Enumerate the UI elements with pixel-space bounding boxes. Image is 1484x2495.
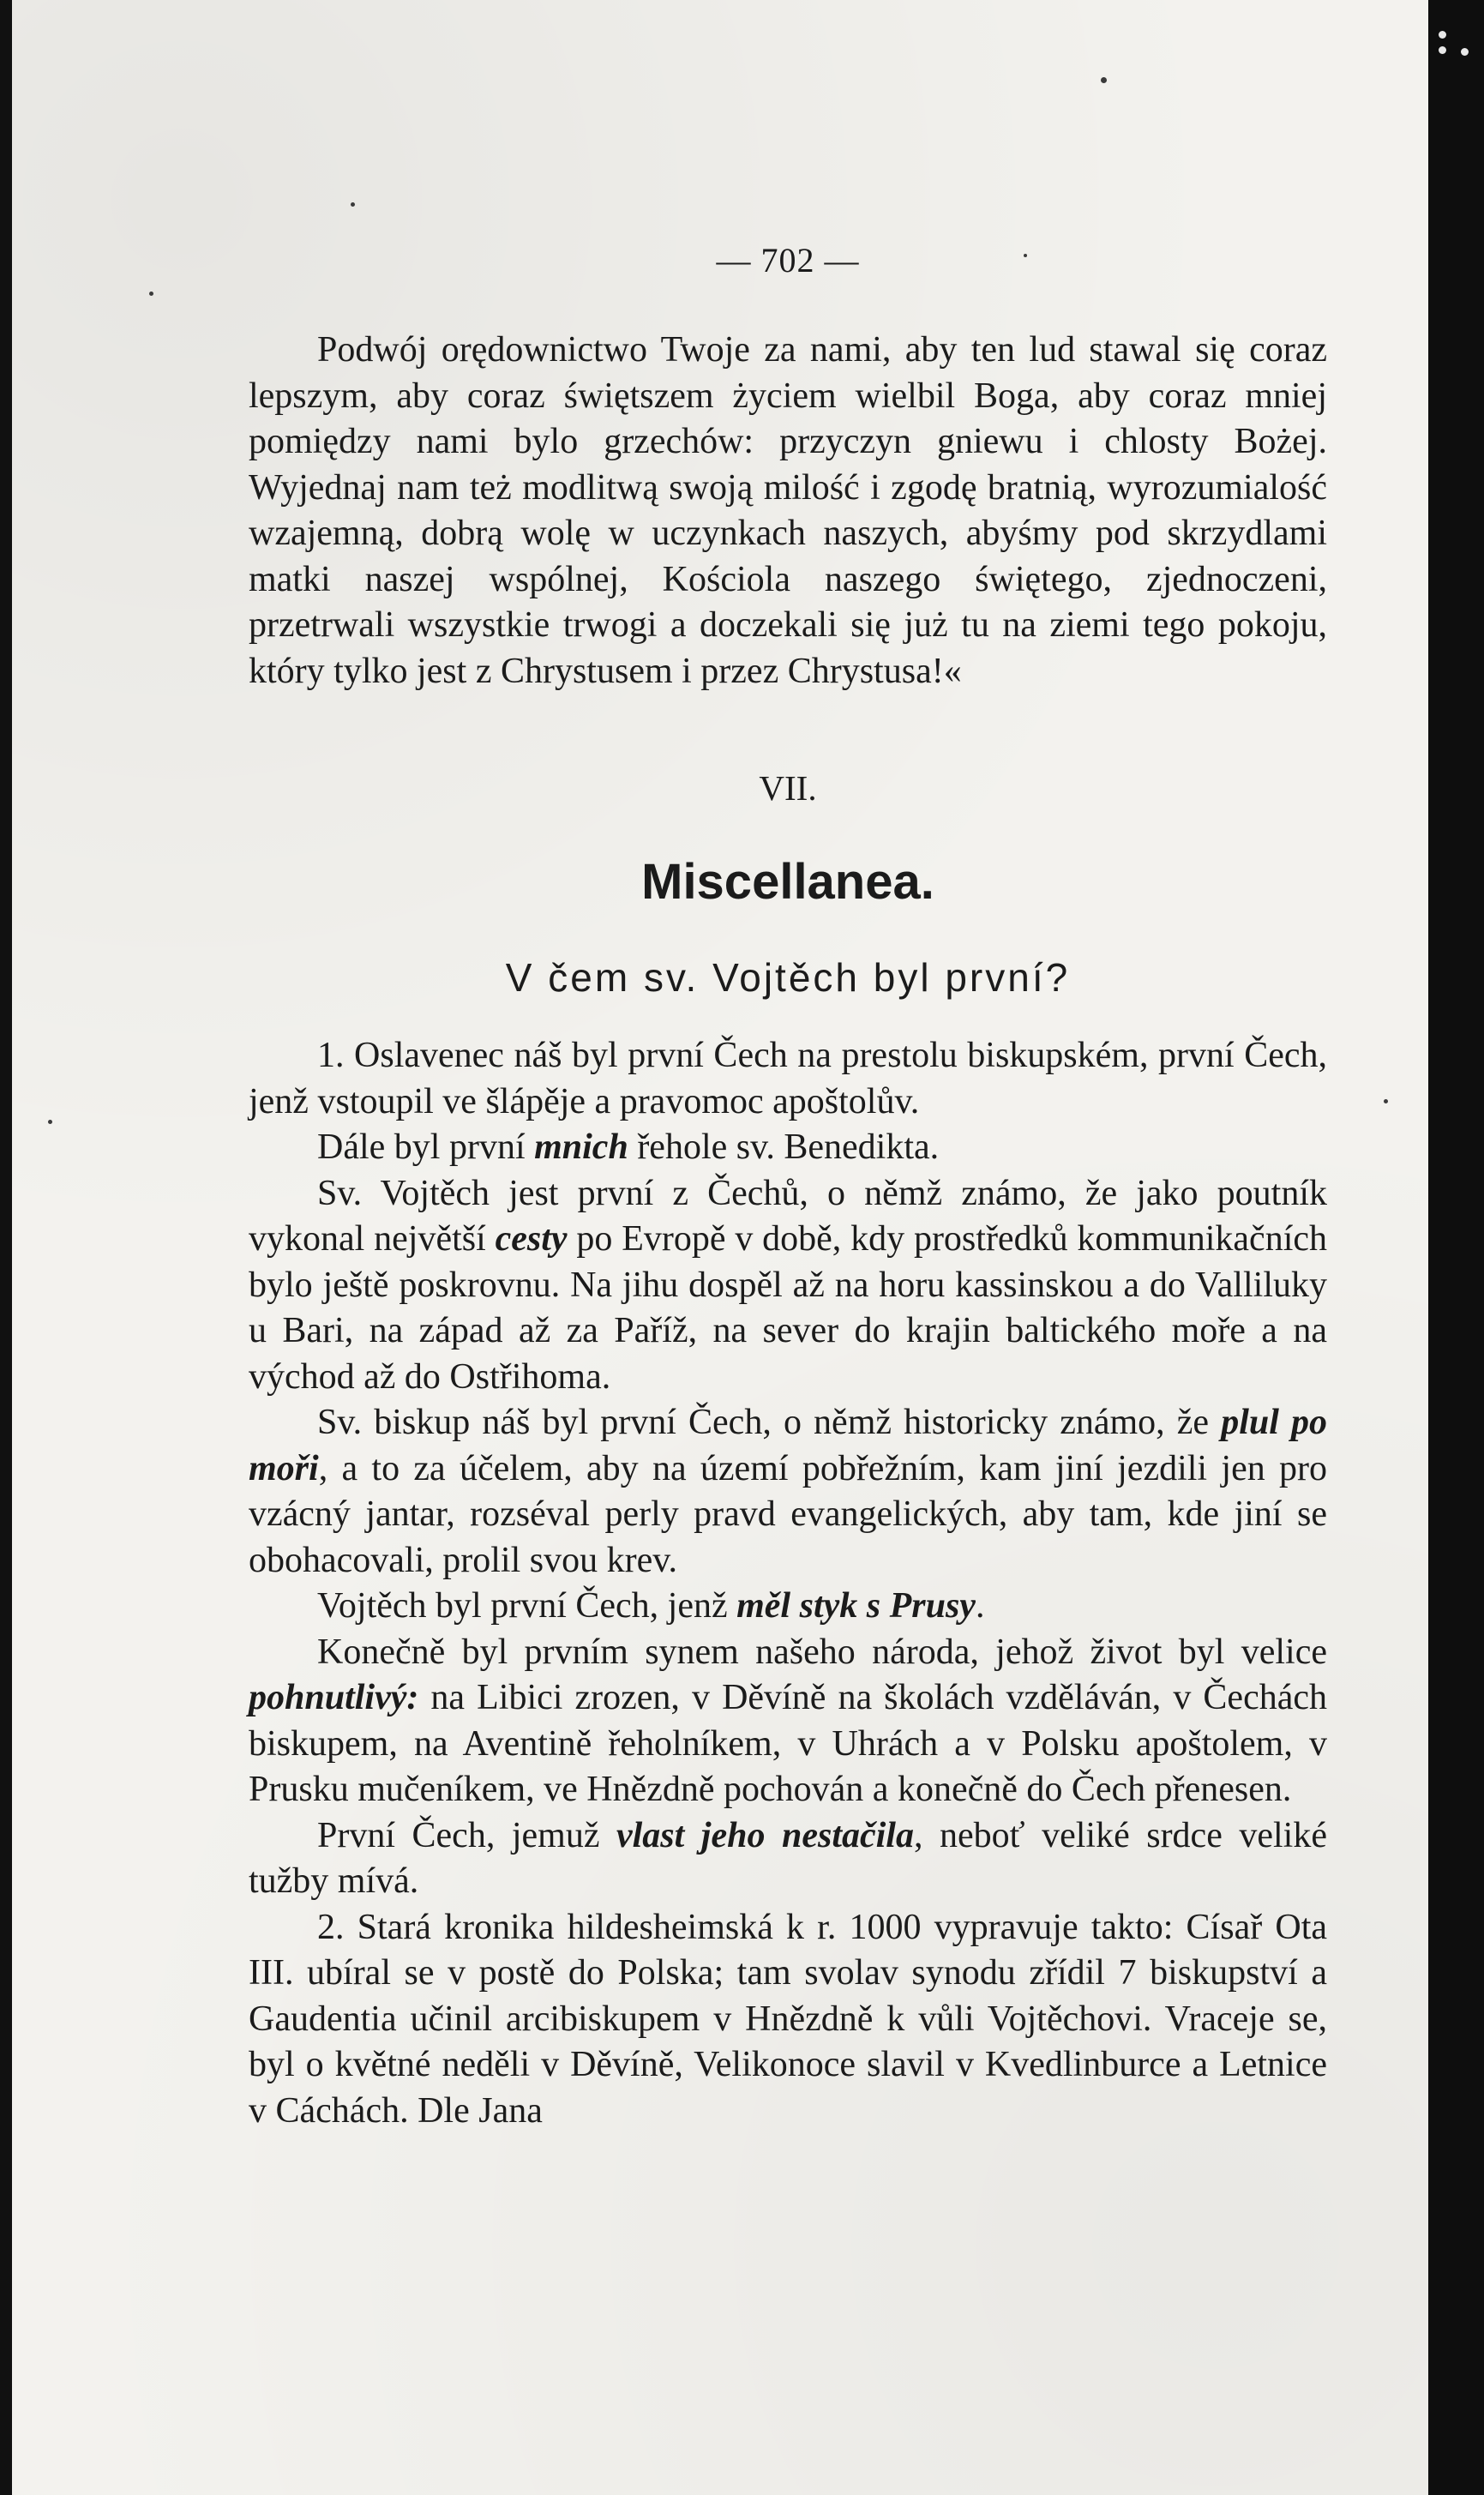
paragraph-6-before: Konečně byl prvním synem našeho národa, jehož život byl velice bbox=[317, 1632, 1327, 1672]
article-subtitle: V čem sv. Vojtěch byl první? bbox=[505, 955, 1071, 1000]
czech-text-block bbox=[249, 1033, 1327, 2134]
paragraph-7-emphasis: vlast jeho nestačila bbox=[616, 1815, 914, 1855]
polish-paragraph: Podwój orędownictwo Twoje za nami, aby ten lud stawal się coraz lepszym, aby coraz świętszem życiem wielbil Boga, aby coraz mniej pomiędzy nami bylo grzechów: przyczyn gniewu i chlosty Bożej. Wyjednaj nam też modlitwą swoją milość i zgodę bratnią, wyrozumialość wzajemną, dobrą wolę w uczynkach naszych, abyśmy pod skrzydlami matki naszej wspólnej, Kościola naszego świętego, zjednoczeni, przetrwali wszystkie trwogi a doczekali się już tu na ziemi tego pokoju, który tylko jest z Chrystusem i przez Chrystusa!« bbox=[249, 330, 1327, 691]
paragraph-5-after: . bbox=[975, 1586, 985, 1626]
paragraph-8 bbox=[249, 1905, 1327, 2135]
scan-speck bbox=[48, 1120, 52, 1124]
paragraph-4-after: , a to za účelem, aby na území pobřežním, kam jiní jezdili jen pro vzácný jantar, rozséval perly pravd evangelických, aby tam, kde jiní se obohacovali, prolil svou krev. bbox=[249, 1448, 1327, 1580]
paragraph-6-after: na Libici zrozen, v Děvíně na školách vzděláván, v Čechách biskupem, na Aventině řeholníkem, v Uhrách a v Polsku apoštolem, v Prusku mučeníkem, ve Hnězdně pochován a konečně do Čech přenesen. bbox=[249, 1678, 1327, 1809]
scan-mark bbox=[1439, 46, 1446, 54]
paragraph-3-after: po Evropě v době, kdy prostředků kommunikačních bylo ještě poskrovnu. Na jihu dospěl až na horu kassinskou a do Valliluky u Bari, na západ až za Paříž, na sever do krajin baltického moře a na východ až do Ostřihoma. bbox=[249, 1219, 1328, 1397]
paragraph-4-before: Sv. biskup náš byl první Čech, o němž historicky známo, že bbox=[317, 1403, 1222, 1442]
scan-speck bbox=[149, 292, 153, 296]
paragraph-4 bbox=[249, 1400, 1327, 1584]
paragraph-2-after: řehole sv. Benedikta. bbox=[628, 1127, 940, 1167]
paragraph-3-before: Sv. Vojtěch jest první z Čechů, o němž známo, že jako poutník vykonal největší bbox=[249, 1173, 1327, 1259]
page-number: — 702 — bbox=[716, 241, 860, 280]
paragraph-5-emphasis: měl styk s Prusy bbox=[736, 1586, 976, 1626]
section-number: VII. bbox=[759, 768, 817, 808]
paragraph-7-after: , neboť veliké srdce veliké tužby mívá. bbox=[249, 1815, 1327, 1901]
paragraph-8-text: 2. Stará kronika hildesheimská k r. 1000 vypravuje takto: Císař Ota III. ubíral se v postě do Polska; tam svolav synodu zřídil 7 biskupství a Gaudentia učinil arcibiskupem v Hnězdně k vůli Vojtěchovi. Vraceje se, byl o květné neděli v Děvíně, Velikonoce slavil v Kvedlinburce a Letnice v Cáchách. Dle Jana bbox=[249, 1907, 1327, 2131]
paragraph-5-before: Vojtěch byl první Čech, jenž bbox=[317, 1586, 737, 1626]
paragraph-6-emphasis: pohnutlivý: bbox=[249, 1678, 419, 1717]
scan-speck bbox=[1384, 1099, 1388, 1103]
section-title: Miscellanea. bbox=[641, 854, 934, 910]
paragraph-5 bbox=[249, 1584, 1327, 1630]
scan-mark bbox=[1439, 31, 1446, 39]
paragraph-2-emphasis: mnich bbox=[534, 1127, 628, 1167]
paragraph-6 bbox=[249, 1630, 1327, 1813]
paragraph-4-emphasis: plul po moři bbox=[249, 1403, 1327, 1488]
paragraph-2 bbox=[249, 1125, 1327, 1171]
paragraph-7-before: První Čech, jemuž bbox=[317, 1815, 616, 1855]
scan-speck bbox=[351, 202, 355, 207]
paragraph-3 bbox=[249, 1171, 1327, 1401]
scan-speck bbox=[1101, 77, 1107, 83]
paragraph-2-before: Dále byl první bbox=[317, 1127, 535, 1167]
scan-border bbox=[1428, 0, 1484, 2495]
paragraph-7 bbox=[249, 1813, 1327, 1905]
paragraph-1 bbox=[249, 1033, 1327, 1125]
scan-mark bbox=[1461, 48, 1469, 56]
book-page bbox=[12, 0, 1428, 2495]
polish-paragraph-block bbox=[249, 328, 1327, 694]
paragraph-3-emphasis: cesty bbox=[495, 1219, 568, 1259]
paragraph-1-text: 1. Oslavenec náš byl první Čech na prestolu biskupském, první Čech, jenž vstoupil ve šlápěje a pravomoc apoštolův. bbox=[249, 1036, 1327, 1121]
